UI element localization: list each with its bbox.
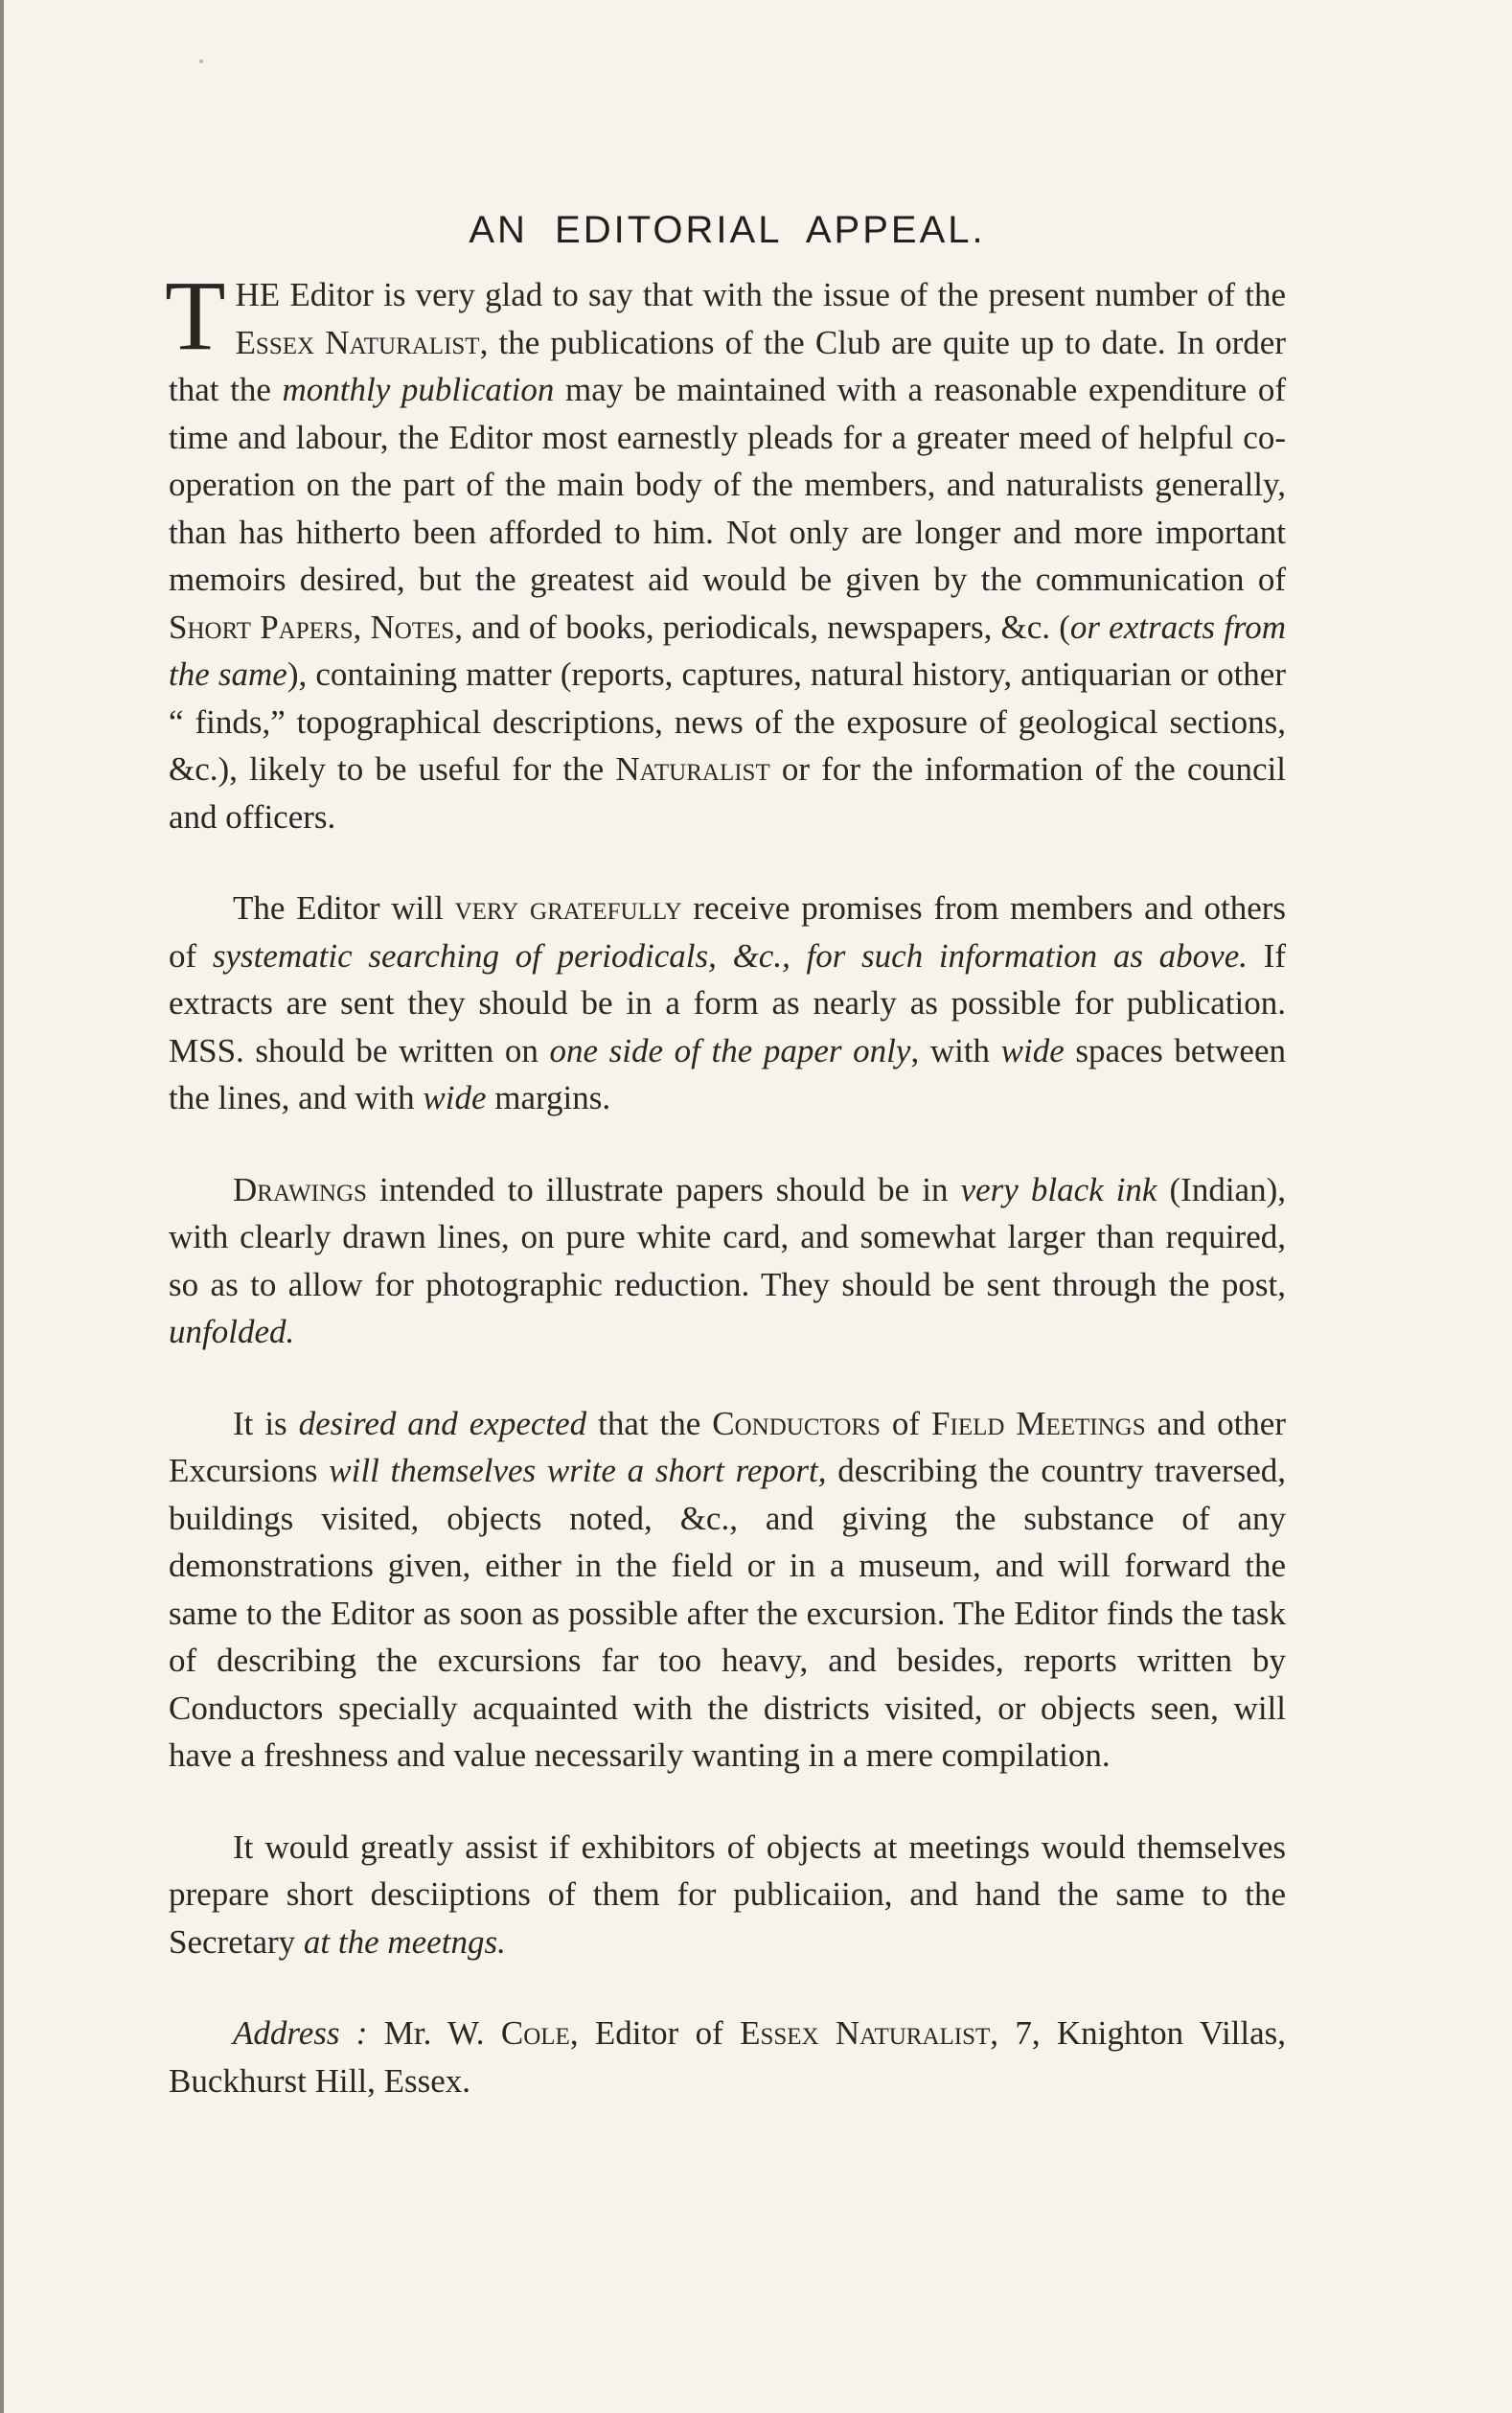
p2-text-g: , with <box>910 1031 1001 1069</box>
p6-text-d: , Editor of <box>569 2014 741 2052</box>
p1-text-m: or for the information of the council and officers. <box>169 750 1286 836</box>
p4-field-meetings: Field Meetings <box>931 1404 1146 1442</box>
p4-emphasis-desired: desired and expected <box>298 1404 587 1442</box>
p2-very-gratefully: very gratefully <box>454 889 682 927</box>
p1-text-i: , and of books, periodicals, newspapers, &c. ( <box>454 608 1070 646</box>
page-edge-shadow <box>0 0 4 2413</box>
paragraph-5 <box>169 1824 1286 1966</box>
p4-text-i: describing the country traversed, buildings visited, objects noted, &c., and giving the substance of any demonstrations given, either in the field or in a museum, and will forward the same to the Editor as soon as possible after the excursion. The Editor finds the task of describing the excursions far too heavy, and besides, reports written by Conductors specially acquainted with the districts visited, or objects seen, will have a freshness and value necessarily wanting in a mere compilation. <box>169 1452 1286 1774</box>
p2-emphasis-searching: systematic searching of periodicals, &c., for such information as above. <box>212 936 1248 975</box>
p2-emphasis-wide-2: wide <box>423 1079 487 1116</box>
p1-text-c: , the publications of the Club are quite up to date. In order that the <box>169 323 1286 408</box>
p2-text-a: The Editor will <box>233 889 455 927</box>
p1-notes: Notes <box>370 608 455 646</box>
paragraph-3 <box>169 1166 1286 1356</box>
p4-text-c: that the <box>586 1404 713 1442</box>
p1-text-k: ), containing matter (reports, captures, natural history, antiquarian or other “ finds,” topographical descriptions, news of the exposure of geological sections, &c.), likely to be useful for the <box>169 655 1286 788</box>
p2-text-e: If extracts are sent they should be in a form as nearly as possible for publication. MSS. should be written on <box>169 936 1286 1069</box>
paragraph-4 <box>169 1400 1286 1780</box>
p1-short-papers: Short Papers <box>169 608 354 646</box>
p5-emphasis-meetings: at the meetngs. <box>303 1922 506 1961</box>
p3-drawings: Drawings <box>233 1170 367 1208</box>
p3-emphasis-unfolded: unfolded. <box>169 1313 295 1350</box>
page-title: AN EDITORIAL APPEAL. <box>469 209 986 251</box>
p6-text-f: , 7, Knighton Villas, Buckhurst Hill, Essex. <box>169 2014 1287 2100</box>
p6-text-b: Mr. W. <box>367 2014 501 2052</box>
editor-name: Cole <box>500 2014 570 2052</box>
p1-text-e: may be maintained with a reasonable expenditure of time and labour, the Editor most earnestly pleads for a greater meed of helpful co-operation on the part of the main body of the members, and naturalists generally, than has hitherto been afforded to him. Not only are longer and more important memoirs desired, but the greatest aid would be given by the communication of <box>169 371 1286 598</box>
p5-text-a: It would greatly assist if exhibitors of objects at meetings would themselves prepare short desciiptions of them for publicaiion, and hand the same to the Secretary <box>169 1827 1286 1961</box>
p2-text-k: margins. <box>486 1079 611 1116</box>
p6-journal-name: Essex Naturalist <box>740 2014 991 2052</box>
p1-text-a: HE Editor is very glad to say that with the issue of the present number of the <box>235 276 1286 313</box>
drop-cap: T <box>165 261 226 371</box>
address-label: Address : <box>233 2014 368 2052</box>
p3-text-b: intended to illustrate papers should be in <box>366 1170 961 1208</box>
p4-emphasis-write-report: will themselves write a short report, <box>329 1452 827 1489</box>
p2-text-c: receive promises from members and others of <box>169 889 1287 975</box>
paragraph-1 <box>165 261 1286 840</box>
p2-emphasis-wide-1: wide <box>1000 1031 1065 1069</box>
p1-text-g: , <box>353 608 371 646</box>
address-paragraph <box>169 2010 1286 2104</box>
p1-emphasis-extracts: or extracts from the same <box>169 608 1286 693</box>
paper-speck <box>199 59 203 63</box>
article <box>165 209 1287 2104</box>
p4-text-e: of <box>880 1404 932 1442</box>
p2-emphasis-one-side: one side of the paper only <box>549 1031 911 1069</box>
paragraph-2 <box>169 885 1286 1122</box>
p4-text-a: It is <box>233 1404 299 1442</box>
p1-emphasis-monthly: monthly publication <box>282 371 555 408</box>
p1-naturalist: Naturalist <box>615 750 770 788</box>
p3-text-d: (Indian), with clearly drawn lines, on pure white card, and somewhat larger than required, so as to allow for photographic reduction. They should be sent through the post, <box>169 1170 1287 1303</box>
p4-conductors: Conductors <box>712 1404 881 1442</box>
p2-text-i: spaces between the lines, and with <box>169 1031 1286 1116</box>
p3-emphasis-black-ink: very black ink <box>960 1170 1157 1208</box>
p4-text-g: and other Excursions <box>169 1404 1286 1489</box>
p1-journal-name: Essex Naturalist <box>235 323 480 361</box>
